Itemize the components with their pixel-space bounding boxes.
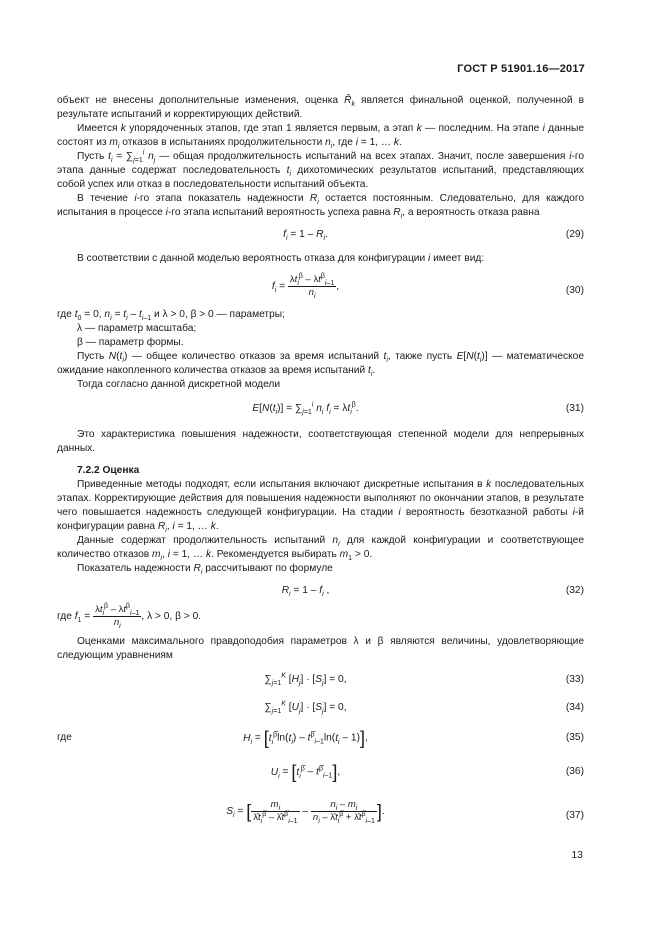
paragraph: где $t_0 = 0$, $n_i = t_i - t_{i-1}$ и λ > 0, β > 0 — параметры; [57, 309, 285, 323]
paragraph: Данные содержат продолжительность испытаний $n_i$ для каждой конфигурации и соответствующее количество отказов $m_i$, i = 1, … k. Рекомендуется выбирать $m_1 > 0$. [57, 535, 584, 563]
paragraph: Пусть $N(t_i)$ — общее количество отказов за время испытаний $t_i$, также пусть $E[N(t_i)]$ — математическое ожидание накопленного количества отказов за время испытаний $t_i$. [57, 351, 585, 379]
paragraph: λ — параметр масштаба; [77, 323, 197, 334]
equation-number: (32) [565, 585, 584, 596]
paragraph: где $f_1$ = $\frac{\lambda t_i^\beta - \lambda t^\beta_{i-1}}{n_i}$ , λ > 0, β > 0. [57, 602, 202, 630]
equation-29: $f_i = 1 - R_i$. (29) [283, 229, 584, 243]
equation-33: $\sum_{j=1}^K$ $[H_j] \cdot [S_j] = 0$, (33) [264, 672, 584, 688]
paragraph: объект не внесены дополнительные изменения, оценка $R̂_k$ является финальной оценкой, полученной в результате испытаний и корректирующих действий. [57, 95, 584, 120]
equation-35: где $H_i = [t_i^{\betâ}\ln(t_i) - t^{\betâ}_{i-1}\ln(t_i - 1)]$, (35) [57, 728, 584, 748]
equation-number: (30) [565, 285, 584, 296]
section-title: 7.2.2 Оценка [77, 465, 140, 476]
where-label: где [57, 732, 72, 743]
equation-number: (36) [565, 766, 584, 777]
document-header: ГОСТ Р 51901.16—2017 [457, 63, 585, 75]
equation-number: (31) [565, 403, 584, 414]
equation-34: $\sum_{j=1}^K$ $[U_j] \cdot [S_j] = 0$, (34) [264, 700, 584, 716]
equation-number: (34) [565, 702, 584, 713]
paragraph: Тогда согласно данной дискретной модели [77, 379, 281, 390]
equation-37: $S_i$ = [ $\frac{m_i}{\lambdât_i^{\betâ} - \lambdât^{\betâ}_{i-1}}$ – $\frac{n_i - m_i}{n_i - \lambdât_i^{\betâ} + \lambdât^{\betâ}_{i-1}}$ ]. (37) [226, 799, 584, 825]
equation-30: $f_i$ = $\frac{\lambda t_i^\beta - \lambda t^\beta_{i-1}}{n_i}$ , (30) [271, 272, 584, 300]
paragraph: Оценками максимального правдоподобия параметров λ и β являются величины, удовлетворяющие следующим уравнениям [57, 636, 584, 661]
equation-31: $E[N(t_i)] = \sum_{j=1}^i$ $n_i$ $f_i = \lambda t_i^\beta$. (31) [252, 401, 584, 417]
page-body [57, 94, 584, 833]
paragraph: Это характеристика повышения надежности, соответствующая степенной модели для непрерывных данных. [57, 429, 584, 454]
equation-number: (29) [565, 229, 584, 240]
paragraph: Имеется k упорядоченных этапов, где этап 1 является первым, а этап k — последним. На этапе i данные состоят из $m_i$ отказов в испытаниях продолжительности $n_i$, где i = 1, … k. [57, 123, 585, 151]
paragraph: В соответствии с данной моделью вероятность отказа для конфигурации i имеет вид: [77, 253, 485, 264]
equation-36: $U_i = [t_i^{\betâ} - t^{\betâ}_{i-1}]$, (36) [270, 762, 584, 782]
paragraph: Приведенные методы подходят, если испытания включают дискретные испытания в k последовательных этапах. Корректирующие действия для повышения надежности выполняют по окончании этапов, в результате чего повышается надежность следующей конфигурации. На стадии i вероятность безотказной работы i-й конфигурации равна $R_i$, i = 1, … k. [57, 479, 585, 535]
paragraph: В течение i-го этапа показатель надежности $R_i$ остается постоянным. Следовательно, для каждого испытания в процессе i-го этапа испытаний вероятность успеха равна $R_i$, а вероятность отказа равна [57, 193, 585, 221]
paragraph: Пусть $t_i = \sum_{j=1}^i$ $n_j$ — общая продолжительность испытаний на всех этапах. Значит, после завершения i-го этапа данные содержат последовательность $t_i$ дихотомических результатов испытаний, представляющих собой успех или отказ в последовательности испытаний объекта. [57, 149, 585, 190]
equation-number: (37) [565, 810, 584, 821]
equation-number: (35) [565, 732, 584, 743]
equation-32: $R_i = 1 - f_i$ , (32) [281, 585, 584, 599]
page-number: 13 [571, 849, 583, 861]
paragraph: Показатель надежности $R_i$ рассчитывают по формуле [77, 563, 333, 577]
equation-number: (33) [565, 674, 584, 685]
paragraph: β — параметр формы. [77, 337, 184, 348]
